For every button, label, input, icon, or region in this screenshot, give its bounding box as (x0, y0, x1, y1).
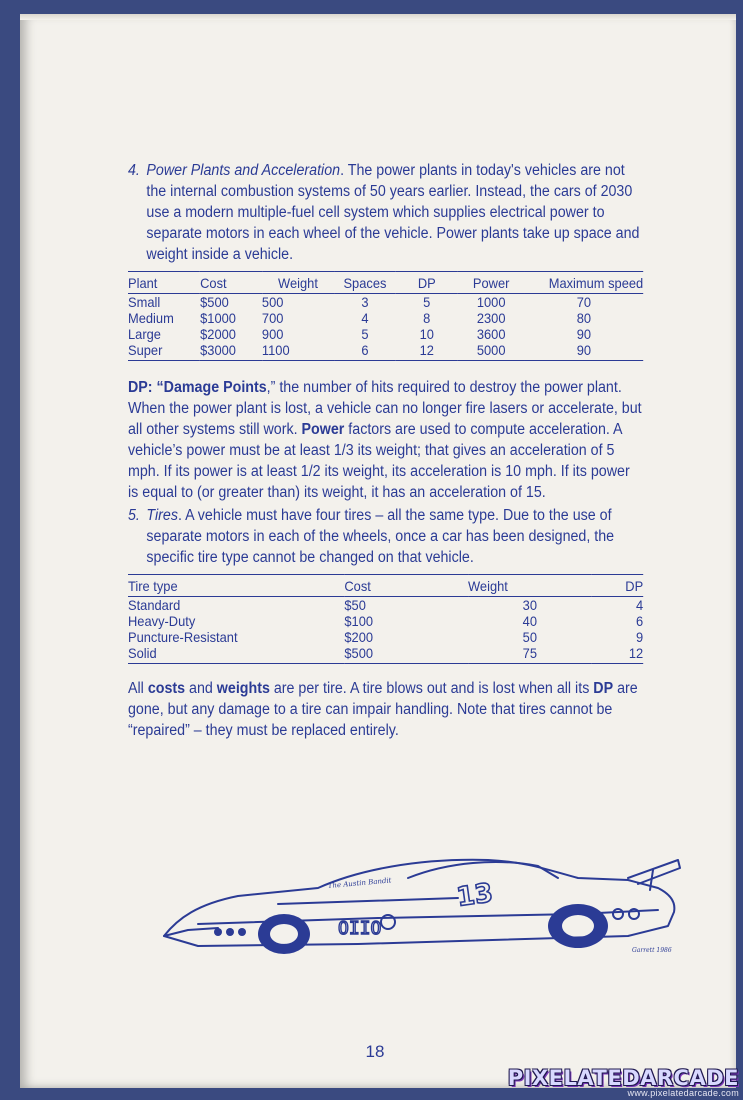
dp-heading: DP: “Damage Points (128, 379, 267, 396)
table-cell: 9 (636, 629, 644, 645)
race-car-illustration (158, 848, 688, 958)
tire-notes-paragraph (128, 678, 643, 741)
costs-term: costs (147, 680, 186, 697)
table-cell: 70 (576, 294, 592, 310)
section-tires (128, 505, 643, 568)
table-row (128, 613, 643, 629)
page-number: 18 (365, 1042, 385, 1061)
table-cell: 30 (522, 597, 537, 613)
col-header: Cost (200, 272, 262, 294)
paragraph-text: ,” the number of hits required to destroy the power plant. When the power plant is lost, a vehicle can no longer fire lasers or accelerate, but all other systems still work. (128, 379, 642, 438)
table-cell: 3 (361, 294, 369, 310)
table-cell: 900 (261, 326, 284, 342)
table-cell: $1000 (200, 310, 236, 326)
table-cell: 5 (361, 326, 369, 342)
exhaust-pipe (214, 928, 222, 936)
col-header: Maximum speed (525, 272, 644, 294)
dp-term: DP (593, 680, 614, 697)
table-cell: 4 (361, 310, 369, 326)
table-cell: $100 (344, 613, 374, 629)
table-cell: 3600 (476, 326, 506, 342)
paragraph-text: factors are used to compute acceleration. A vehicle’s power must be at least 1/3 its weight; that gives an acceleration of 5 mph. If its power is at least 1/2 its weight, its acceleration is 10 mph. If its power is equal to (or greater than) its weight, it has an acceleration of 15. (128, 421, 630, 501)
exhaust-pipe (226, 928, 234, 936)
table-cell: 6 (334, 342, 396, 361)
table-cell: 10 (419, 326, 434, 342)
col-header: DP (592, 575, 644, 597)
watermark (508, 1066, 739, 1098)
table-cell: 6 (636, 613, 644, 629)
table-cell: 1100 (262, 342, 334, 361)
table-cell: 50 (522, 629, 537, 645)
table-cell: 700 (261, 310, 284, 326)
table-row (128, 342, 643, 361)
col-header: Power (458, 272, 525, 294)
paragraph-text: All (128, 680, 148, 697)
paragraph-text: and (185, 680, 217, 697)
table-cell: $500 (344, 645, 468, 664)
table-cell: 75 (468, 645, 592, 664)
watermark-logo: PIXELATEDARCADE (507, 1066, 739, 1090)
table-cell: 80 (576, 310, 592, 326)
table-cell: Large (128, 326, 161, 342)
table-cell: 12 (396, 342, 458, 361)
rear-wheel (548, 904, 608, 948)
table-row (128, 294, 643, 311)
col-header: Cost (344, 575, 468, 597)
table-cell: 90 (576, 326, 592, 342)
section-body (146, 160, 643, 265)
power-plant-table (128, 271, 643, 361)
door-text: OIIO (338, 918, 382, 939)
table-row (128, 326, 643, 342)
section-title: Power Plants and Acceleration (146, 162, 341, 179)
table-row (128, 629, 643, 645)
table-row (128, 645, 643, 664)
side-vent (613, 909, 623, 919)
table-cell: Heavy-Duty (128, 613, 196, 629)
table-cell: 5000 (458, 342, 525, 361)
side-stripe (278, 898, 458, 904)
col-header: DP (396, 272, 458, 294)
artist-signature: Garrett 1986 (632, 947, 672, 954)
table-cell: Solid (128, 645, 344, 664)
watermark-url: www.pixelatedarcade.com (627, 1088, 739, 1098)
power-term: Power (301, 421, 345, 438)
section-text: . A vehicle must have four tires – all the same type. Due to the use of separate motors in each of the wheels, once a car has been designed, the specific tire type cannot be changed on that vehicle. (146, 507, 615, 566)
table-cell: 500 (261, 294, 284, 310)
tire-table (128, 574, 643, 664)
table-cell: 4 (636, 597, 644, 613)
table-cell: $3000 (200, 342, 262, 361)
table-cell: Medium (128, 310, 174, 326)
damage-points-paragraph (128, 377, 643, 503)
front-wheel (258, 914, 310, 954)
car-roof (408, 862, 558, 878)
paragraph-text: are per tire. A tire blows out and is lost when all its (269, 680, 594, 697)
rear-spoiler (628, 860, 680, 884)
table-cell: 5 (423, 294, 431, 310)
front-bumper (164, 928, 218, 936)
exhaust-pipe (238, 928, 246, 936)
table-cell: $200 (344, 629, 374, 645)
col-header: Plant (128, 272, 200, 294)
table-row (128, 310, 643, 326)
table-row (128, 597, 643, 614)
paragraph-text: are gone, but any damage to a tire can impair handling. Note that tires cannot be “repaired” – they must be replaced entirely. (128, 680, 638, 739)
page-content (128, 160, 643, 741)
table-cell: 8 (423, 310, 431, 326)
table-cell: 2300 (476, 310, 506, 326)
col-header: Spaces (334, 272, 396, 294)
page-top-edge (20, 14, 736, 20)
table-cell: Standard (128, 597, 181, 613)
table-cell: 12 (592, 645, 644, 664)
table-cell: $500 (200, 294, 229, 310)
section-body (146, 505, 643, 568)
section-number: 4. (128, 162, 140, 179)
col-header: Weight (262, 272, 334, 294)
table-cell: 40 (522, 613, 537, 629)
table-cell: 1000 (476, 294, 506, 310)
section-text: . The power plants in today's vehicles are not the internal combustion systems of 50 years earlier. Instead, the cars of 2030 use a modern multiple-fuel cell system which supplies electrical power to separate motors in each wheel of the vehicle. Power plants take up space and weight inside a vehicle. (146, 162, 640, 263)
table-cell: Super (128, 342, 200, 361)
table-cell: $50 (344, 597, 366, 613)
table-header-row (128, 272, 643, 294)
section-power-plants (128, 160, 643, 265)
table-cell: 90 (525, 342, 644, 361)
car-number-text: 13 (454, 878, 495, 913)
table-cell: Small (128, 294, 161, 310)
section-number: 5. (128, 507, 140, 524)
table-header-row (128, 575, 643, 597)
col-header: Weight (468, 575, 592, 597)
section-title: Tires (146, 507, 178, 524)
weights-term: weights (216, 680, 270, 697)
table-cell: Puncture-Resistant (128, 629, 238, 645)
col-header: Tire type (128, 575, 344, 597)
car-name-text: The Austin Bandit (327, 876, 392, 890)
table-cell: $2000 (200, 326, 236, 342)
